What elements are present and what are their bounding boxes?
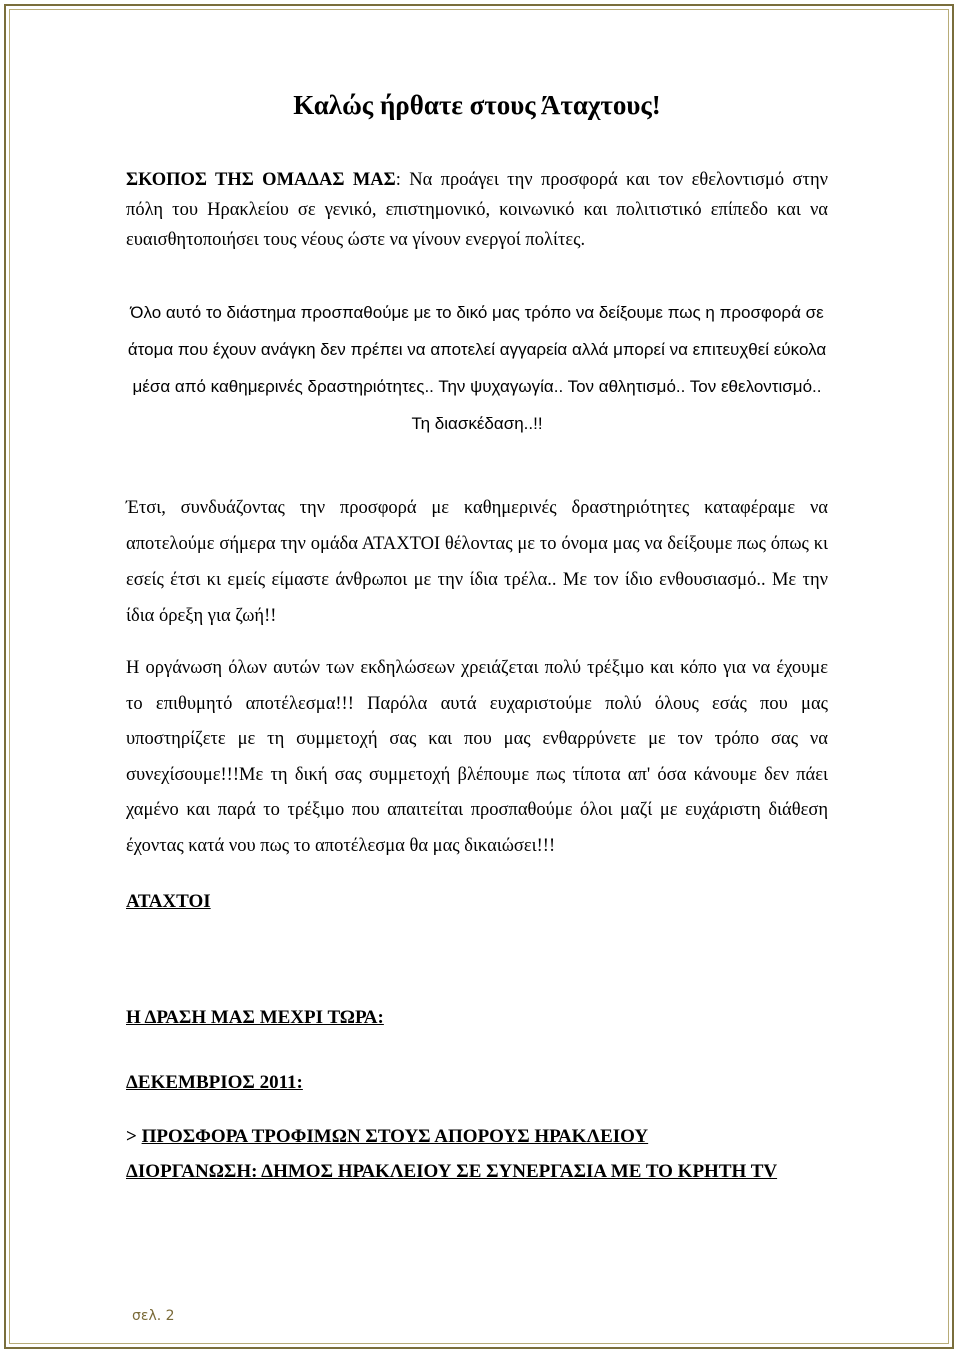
page-title: Καλώς ήρθατε στους Άταχτους! xyxy=(293,90,661,120)
thus-paragraph: Έτσι, συνδυάζοντας την προσφορά με καθημερινές δραστηριότητες καταφέραμε να αποτελούμε σήμερα την ομάδα ΑΤΑΧΤΟΙ θέλοντας με το όνομα μας να δείξουμε πως όπως κι εσείς έτσι κι εμείς είμαστε άνθρωποι με την ίδια τρέλα.. Με τον ίδιο ενθουσιασμό.. Με την ίδια όρεξη για ζωή!! xyxy=(126,498,828,626)
heading-ataxtoi: ΑΤΑΧΤΟΙ xyxy=(126,891,211,912)
organization-paragraph: Η οργάνωση όλων αυτών των εκδηλώσεων χρειάζεται πολύ τρέξιμο και κόπο για να έχουμε το επιθυμητό αποτέλεσμα!!! Παρόλα αυτά ευχαριστούμε πολύ όλους εσάς που μας υποστηρίζετε με τη συμμετοχή σας και που μας ενθαρρύνετε με τον τρόπο σας να συνεχίσουμε!!!Με τη δική σας συμμετοχή βλέπουμε πως τίποτα απ' όσα κάνουμε δεν πάει χαμένο και παρά το τρέξιμο που απαιτείται προσπαθούμε όλοι μαζί με ευχάριστη διάθεση έχοντας κατά νου πως το αποτέλεσμα θα μας δικαιώσει!!! xyxy=(126,658,828,856)
purpose-label: ΣΚΟΠΟΣ ΤΗΣ ΟΜΑΔΑΣ ΜΑΣ xyxy=(126,170,396,190)
intro-paragraph: Όλο αυτό το διάστημα προσπαθούμε με το δικό μας τρόπο να δείξουμε πως η προσφορά σε άτομα που έχουν ανάγκη δεν πρέπει να αποτελεί αγγαρεία αλλά μπορεί να επιτευχθεί εύκολα μέσα από καθημερινές δραστηριότητες.. Την ψυχαγωγία.. Τον αθλητισμό.. Τον εθελοντισμό.. Τη διασκέδαση..!! xyxy=(127,303,827,433)
event-entry xyxy=(126,1120,828,1189)
event-organizer: ΔΙΟΡΓΑΝΩΣΗ: ΔΗΜΟΣ ΗΡΑΚΛΕΙΟΥ ΣΕ ΣΥΝΕΡΓΑΣΙΑ ΜΕ ΤΟ ΚΡΗΤΗ ΤV xyxy=(126,1160,778,1182)
event-prefix: > xyxy=(126,1126,142,1147)
page-number: σελ. 2 xyxy=(132,1308,175,1324)
heading-december-2011-text: ΔΕΚΕΜΒΡΙΟΣ 2011: xyxy=(126,1072,303,1093)
purpose-text: : Να προάγει την προσφορά και τον εθελοντισμό στην πόλη του Ηρακλείου σε γενικό, επιστημονικό, κοινωνικό και πολιτιστικό επίπεδο και να ευαισθητοποιήσει τους νέους ώστε να γίνουν ενεργοί πολίτες. xyxy=(126,170,828,250)
heading-our-action: Η ΔΡΑΣΗ ΜΑΣ ΜΕΧΡΙ ΤΩΡΑ: xyxy=(126,1007,384,1028)
event-title: ΠΡΟΣΦΟΡΑ ΤΡΟΦΙΜΩΝ ΣΤΟΥΣ ΑΠΟΡΟΥΣ ΗΡΑΚΛΕΙΟΥ xyxy=(141,1126,649,1147)
heading-december-2011 xyxy=(126,1066,303,1100)
purpose-paragraph xyxy=(126,165,828,255)
